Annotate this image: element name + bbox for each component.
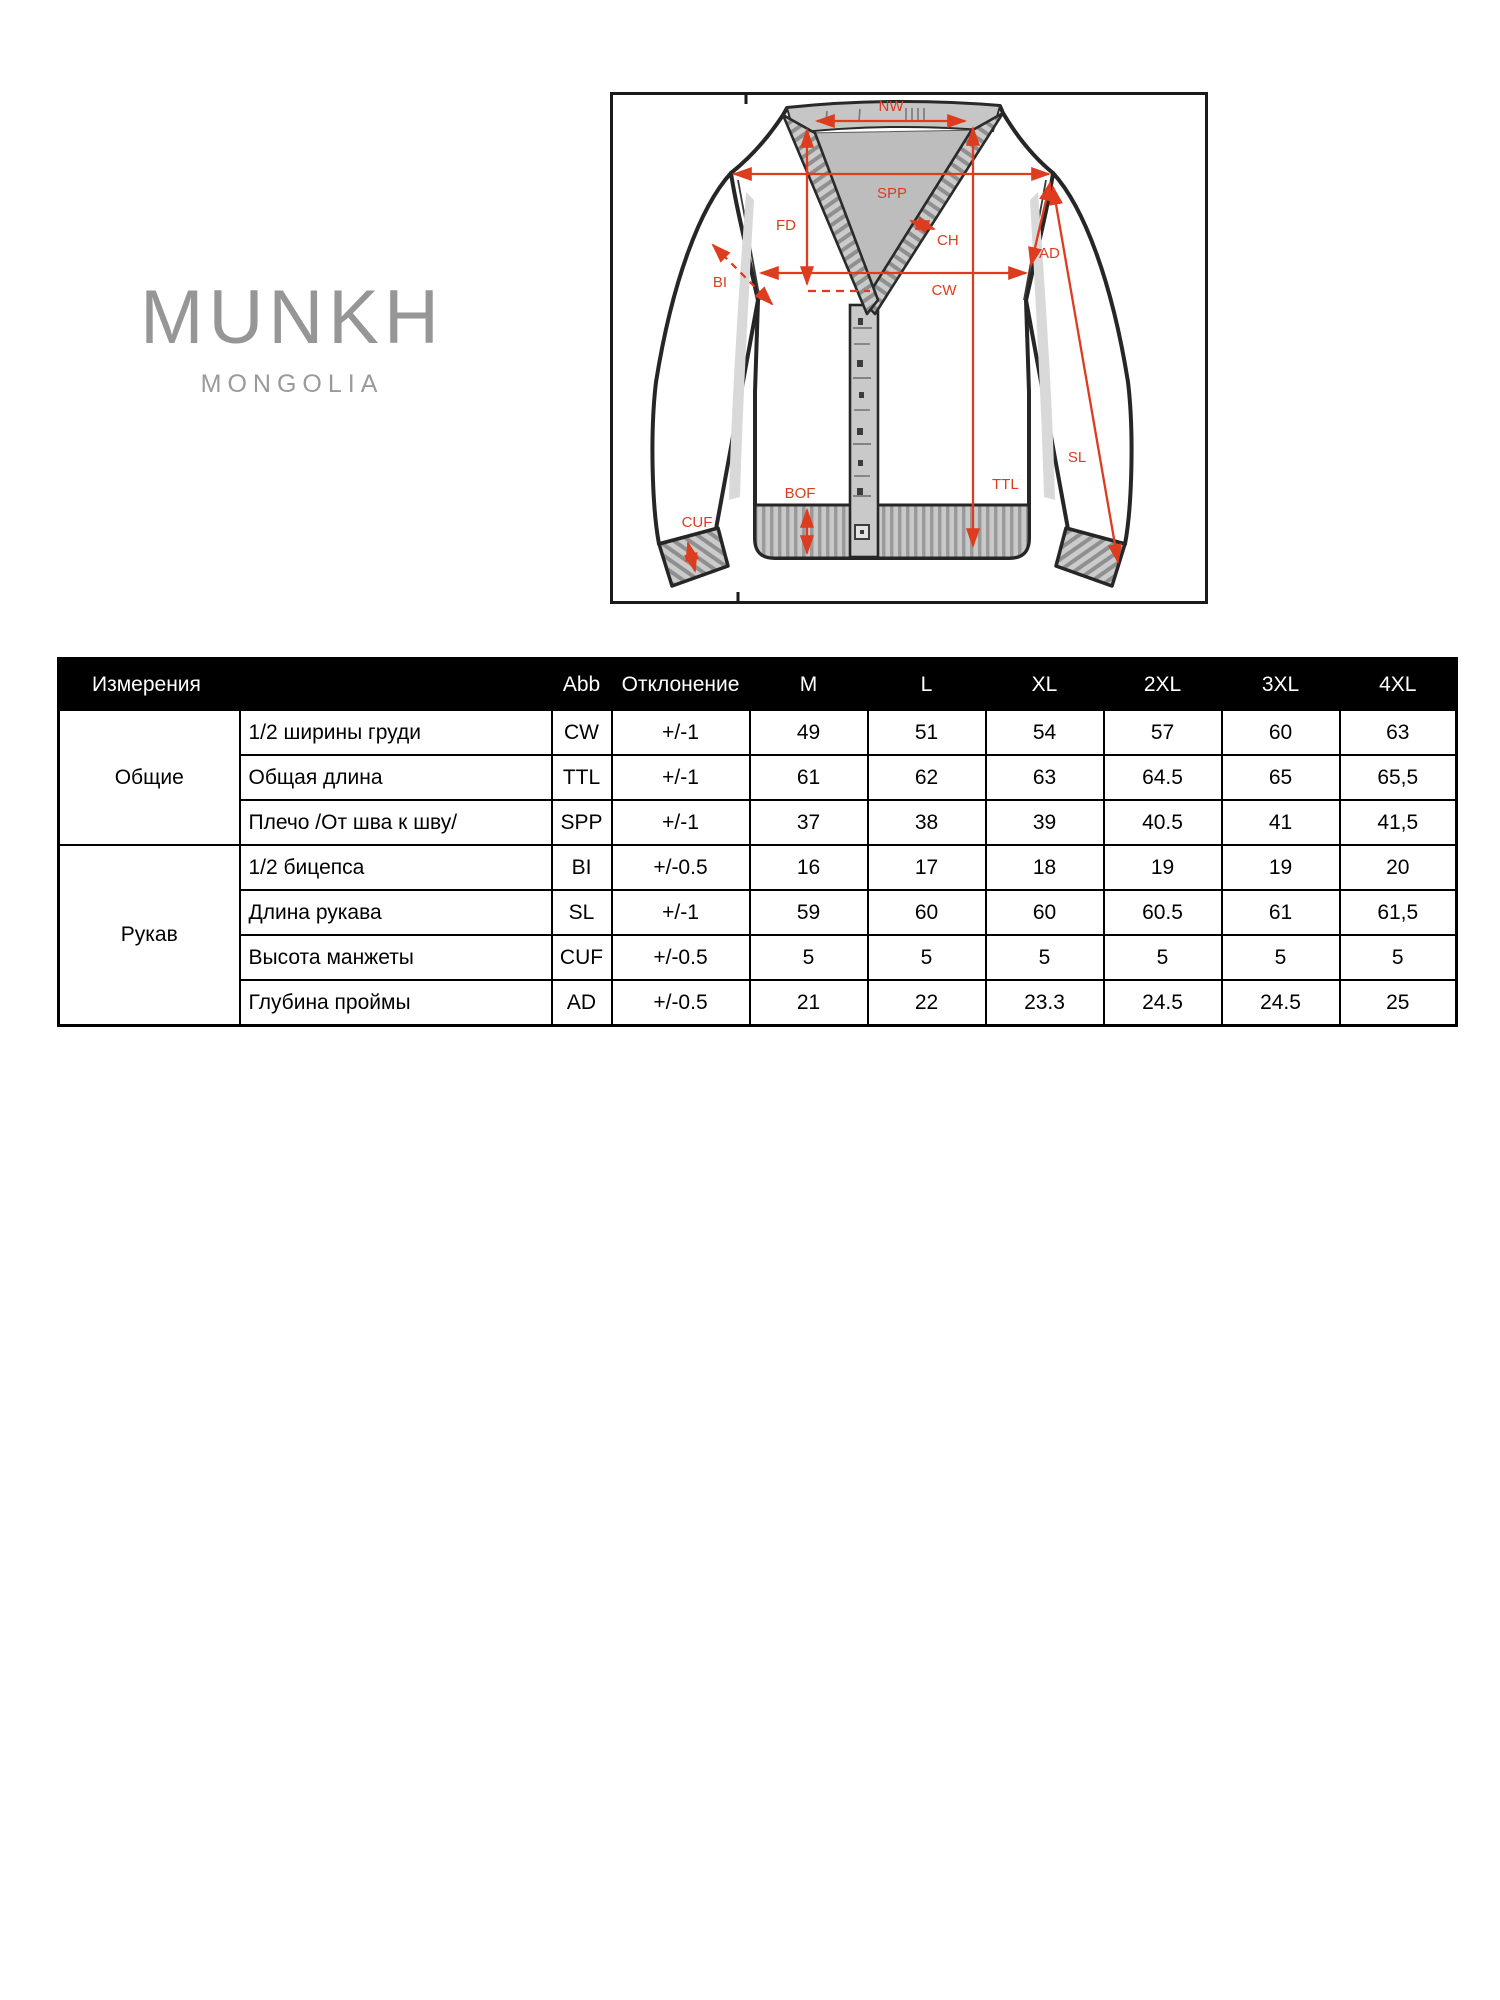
value-cell: 62 bbox=[868, 755, 986, 800]
value-cell: 41 bbox=[1222, 800, 1340, 845]
value-cell: 5 bbox=[986, 935, 1104, 980]
header-size-4xl: 4XL bbox=[1340, 659, 1457, 711]
value-cell: 38 bbox=[868, 800, 986, 845]
value-cell: 25 bbox=[1340, 980, 1457, 1026]
value-cell: 5 bbox=[750, 935, 868, 980]
value-cell: 61 bbox=[750, 755, 868, 800]
label-bi: BI bbox=[712, 274, 728, 291]
header-deviation: Отклонение bbox=[612, 659, 750, 711]
value-cell: 63 bbox=[986, 755, 1104, 800]
value-cell: 40.5 bbox=[1104, 800, 1222, 845]
value-cell: 24.5 bbox=[1104, 980, 1222, 1026]
table-row bbox=[59, 890, 1457, 935]
label-cw: CW bbox=[931, 282, 957, 299]
group-cell: Общие bbox=[59, 710, 240, 845]
value-cell: 19 bbox=[1222, 845, 1340, 890]
measure-name-cell: Глубина проймы bbox=[240, 980, 552, 1026]
button-placket bbox=[850, 305, 878, 557]
value-cell: 19 bbox=[1104, 845, 1222, 890]
table-row bbox=[59, 800, 1457, 845]
abb-cell: BI bbox=[552, 845, 612, 890]
value-cell: 61 bbox=[1222, 890, 1340, 935]
label-bof: BOF bbox=[784, 485, 816, 502]
value-cell: 59 bbox=[750, 890, 868, 935]
deviation-cell: +/-0.5 bbox=[612, 980, 750, 1026]
value-cell: 60 bbox=[1222, 710, 1340, 755]
brand-logo bbox=[118, 275, 466, 399]
table-header-row bbox=[59, 659, 1457, 711]
value-cell: 54 bbox=[986, 710, 1104, 755]
value-cell: 21 bbox=[750, 980, 868, 1026]
value-cell: 51 bbox=[868, 710, 986, 755]
abb-cell: SPP bbox=[552, 800, 612, 845]
label-nw: NW bbox=[878, 98, 904, 115]
abb-cell: AD bbox=[552, 980, 612, 1026]
value-cell: 61,5 bbox=[1340, 890, 1457, 935]
label-ttl: TTL bbox=[992, 476, 1019, 493]
hem-ribbing bbox=[755, 505, 1029, 558]
table-row bbox=[59, 710, 1457, 755]
value-cell: 57 bbox=[1104, 710, 1222, 755]
measure-name-cell: Длина рукава bbox=[240, 890, 552, 935]
table-row bbox=[59, 935, 1457, 980]
value-cell: 5 bbox=[1340, 935, 1457, 980]
value-cell: 24.5 bbox=[1222, 980, 1340, 1026]
value-cell: 16 bbox=[750, 845, 868, 890]
header-size-l: L bbox=[868, 659, 986, 711]
header-measurements: Измерения bbox=[59, 659, 552, 711]
value-cell: 5 bbox=[1104, 935, 1222, 980]
value-cell: 65,5 bbox=[1340, 755, 1457, 800]
abb-cell: SL bbox=[552, 890, 612, 935]
value-cell: 17 bbox=[868, 845, 986, 890]
deviation-cell: +/-0.5 bbox=[612, 845, 750, 890]
table-row bbox=[59, 755, 1457, 800]
table-row bbox=[59, 845, 1457, 890]
measure-name-cell: Высота манжеты bbox=[240, 935, 552, 980]
deviation-cell: +/-0.5 bbox=[612, 935, 750, 980]
value-cell: 60 bbox=[986, 890, 1104, 935]
value-cell: 18 bbox=[986, 845, 1104, 890]
abb-cell: CW bbox=[552, 710, 612, 755]
header-size-m: M bbox=[750, 659, 868, 711]
value-cell: 49 bbox=[750, 710, 868, 755]
group-cell: Рукав bbox=[59, 845, 240, 1026]
label-fd: FD bbox=[776, 217, 796, 234]
value-cell: 39 bbox=[986, 800, 1104, 845]
measure-name-cell: Плечо /От шва к шву/ bbox=[240, 800, 552, 845]
value-cell: 41,5 bbox=[1340, 800, 1457, 845]
label-ad: AD bbox=[1039, 245, 1060, 262]
header-size-xl: XL bbox=[986, 659, 1104, 711]
brand-name: MUNKH bbox=[140, 275, 444, 360]
value-cell: 60.5 bbox=[1104, 890, 1222, 935]
measurement-table bbox=[57, 657, 1458, 1027]
deviation-cell: +/-1 bbox=[612, 755, 750, 800]
garment-diagram bbox=[610, 92, 1208, 604]
label-sl: SL bbox=[1067, 449, 1087, 466]
header-size-3xl: 3XL bbox=[1222, 659, 1340, 711]
measure-name-cell: Общая длина bbox=[240, 755, 552, 800]
abb-cell: TTL bbox=[552, 755, 612, 800]
value-cell: 65 bbox=[1222, 755, 1340, 800]
value-cell: 63 bbox=[1340, 710, 1457, 755]
value-cell: 5 bbox=[868, 935, 986, 980]
measure-name-cell: 1/2 бицепса bbox=[240, 845, 552, 890]
label-ch: CH bbox=[937, 232, 959, 249]
value-cell: 37 bbox=[750, 800, 868, 845]
value-cell: 64.5 bbox=[1104, 755, 1222, 800]
value-cell: 60 bbox=[868, 890, 986, 935]
measure-name-cell: 1/2 ширины груди bbox=[240, 710, 552, 755]
deviation-cell: +/-1 bbox=[612, 890, 750, 935]
header-size-2xl: 2XL bbox=[1104, 659, 1222, 711]
label-spp: SPP bbox=[876, 185, 908, 202]
header-abb: Abb bbox=[552, 659, 612, 711]
table-row bbox=[59, 980, 1457, 1026]
value-cell: 5 bbox=[1222, 935, 1340, 980]
value-cell: 20 bbox=[1340, 845, 1457, 890]
label-cuf: CUF bbox=[681, 514, 713, 531]
deviation-cell: +/-1 bbox=[612, 800, 750, 845]
value-cell: 22 bbox=[868, 980, 986, 1026]
brand-subtitle: MONGOLIA bbox=[200, 370, 384, 398]
abb-cell: CUF bbox=[552, 935, 612, 980]
value-cell: 23.3 bbox=[986, 980, 1104, 1026]
deviation-cell: +/-1 bbox=[612, 710, 750, 755]
